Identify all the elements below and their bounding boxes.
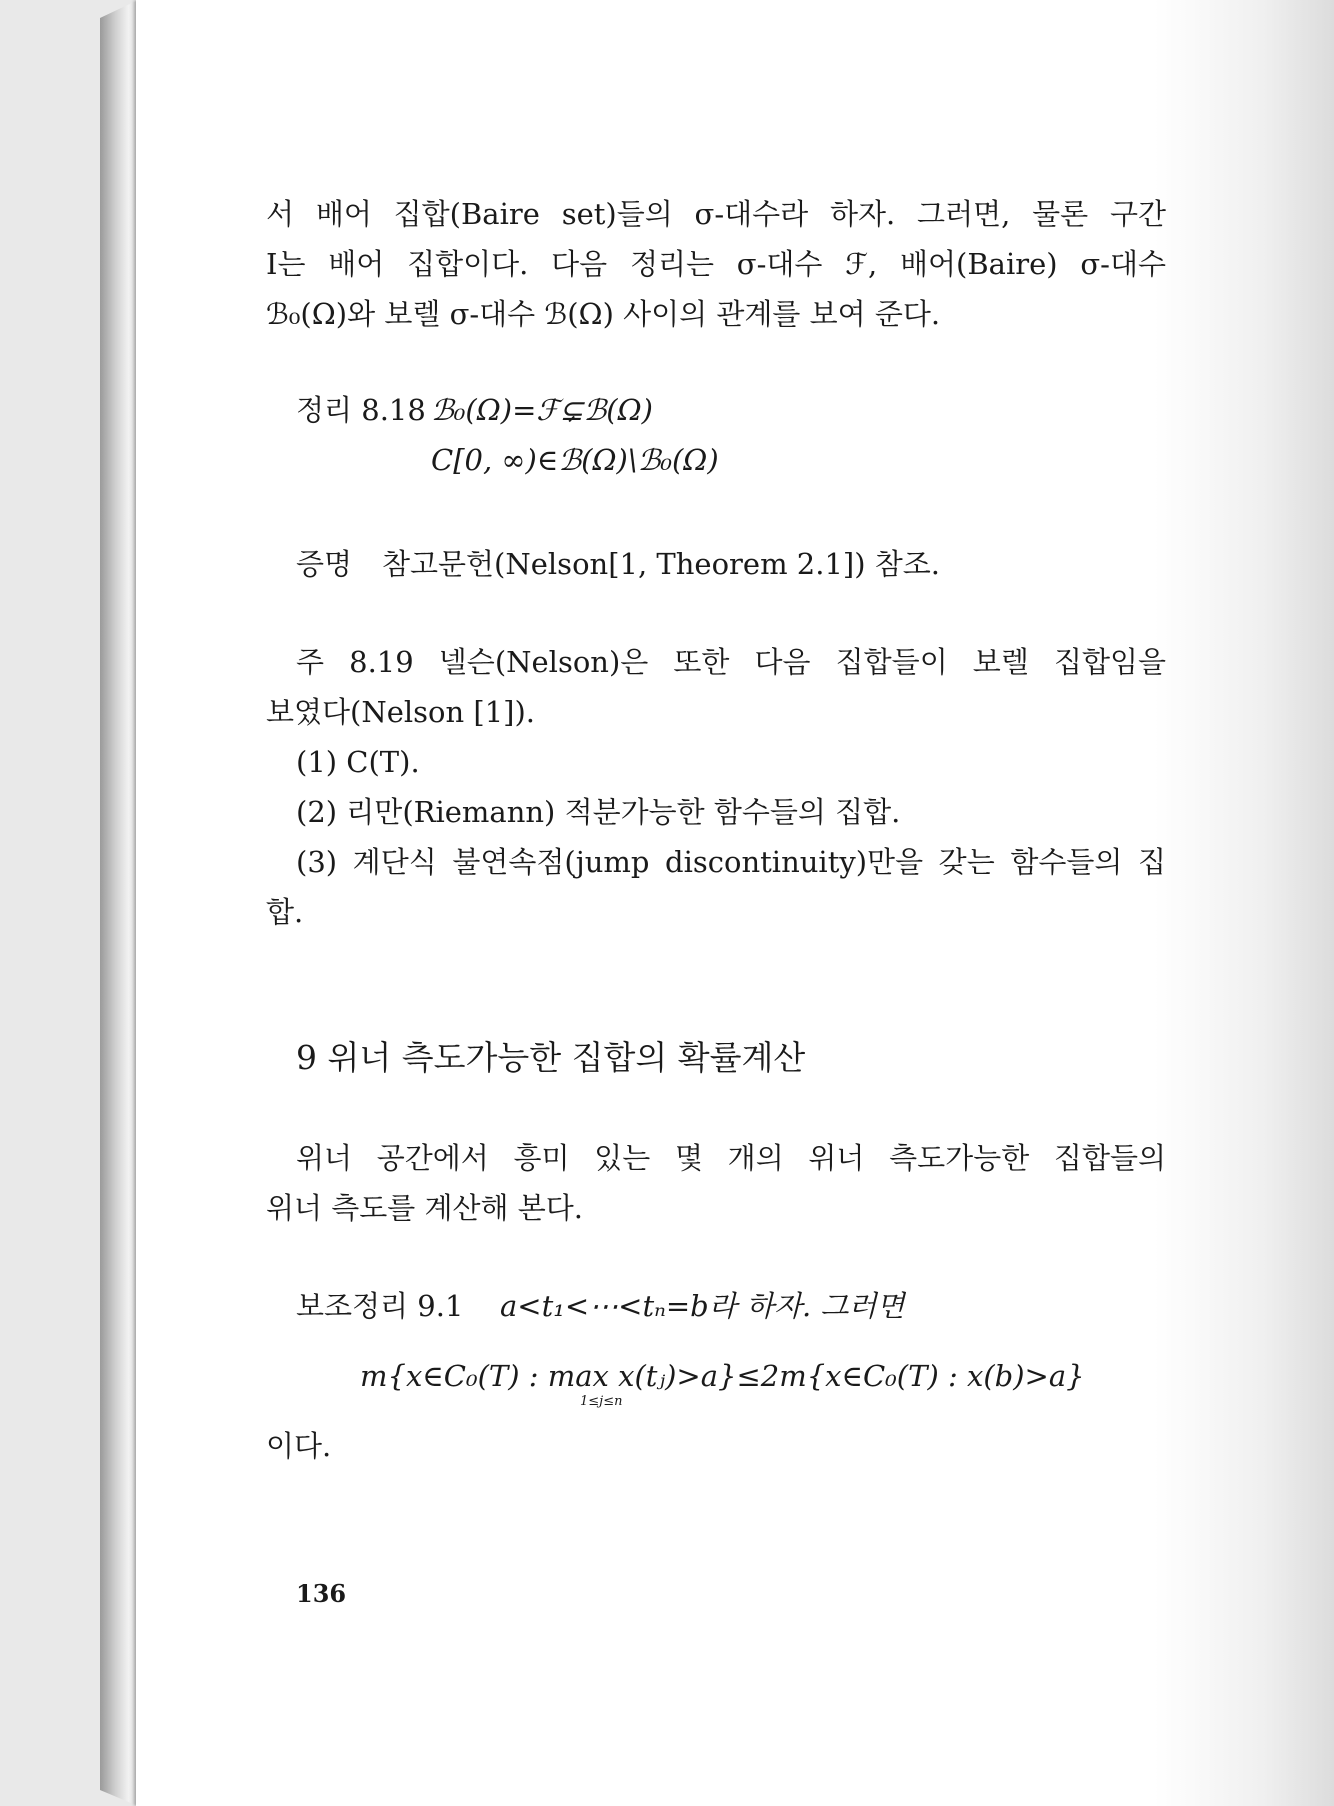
- proof-label: 증명: [296, 547, 353, 581]
- lemma-9-1-statement: a<t₁<⋯<tₙ=b라 하자. 그러면: [500, 1289, 905, 1323]
- paragraph1-line3: ℬ₀(Ω)와 보렐 σ-대수 ℬ(Ω) 사이의 관계를 보여 준다.: [266, 297, 941, 331]
- section-9-heading: 9 위너 측도가능한 집합의 확률계산: [296, 1038, 806, 1077]
- lemma-9-1-label: 보조정리 9.1: [296, 1289, 464, 1323]
- theorem-8-18-formula2: C[0, ∞)∈ℬ(Ω)\ℬ₀(Ω): [431, 443, 719, 477]
- theorem-8-18-formula1: ℬ₀(Ω)=ℱ⊊ℬ(Ω): [431, 393, 653, 427]
- paragraph2-line1: 위너 공간에서 흥미 있는 몇 개의 위너 측도가능한 집합들의: [296, 1141, 1166, 1175]
- proof-text: 참고문헌(Nelson[1, Theorem 2.1]) 참조.: [382, 547, 940, 581]
- remark-item-2: (2) 리만(Riemann) 적분가능한 함수들의 집합.: [296, 795, 901, 829]
- lemma-9-1-closing: 이다.: [266, 1429, 332, 1463]
- remark-item-1: (1) C(T).: [296, 745, 420, 779]
- remark-item-3-cont: 합.: [266, 895, 304, 929]
- lemma-9-1-formula: m{x∈C₀(T) : max x(tⱼ)>a}≤2m{x∈C₀(T) : x(b)>a}: [360, 1359, 1085, 1393]
- book-spine: [100, 0, 138, 1806]
- paragraph1-line2: I는 배어 집합이다. 다음 정리는 σ-대수 ℱ, 배어(Baire) σ-대수: [266, 247, 1166, 281]
- remark-8-19-line2: 보였다(Nelson [1]).: [266, 695, 536, 729]
- theorem-8-18-label: 정리 8.18: [296, 393, 426, 427]
- remark-item-3: (3) 계단식 불연속점(jump discontinuity)만을 갖는 함수들의 집: [296, 845, 1166, 879]
- page-number: 136: [296, 1579, 347, 1608]
- paragraph2-line2: 위너 측도를 계산해 본다.: [266, 1191, 584, 1225]
- lemma-9-1-formula-subscript: 1≤j≤n: [580, 1394, 623, 1409]
- paragraph1-line1: 서 배어 집합(Baire set)들의 σ-대수라 하자. 그러면, 물론 구간: [266, 197, 1166, 231]
- book-page: [136, 0, 1334, 1806]
- remark-8-19-line1: 주 8.19 넬슨(Nelson)은 또한 다음 집합들이 보렐 집합임을: [296, 645, 1166, 679]
